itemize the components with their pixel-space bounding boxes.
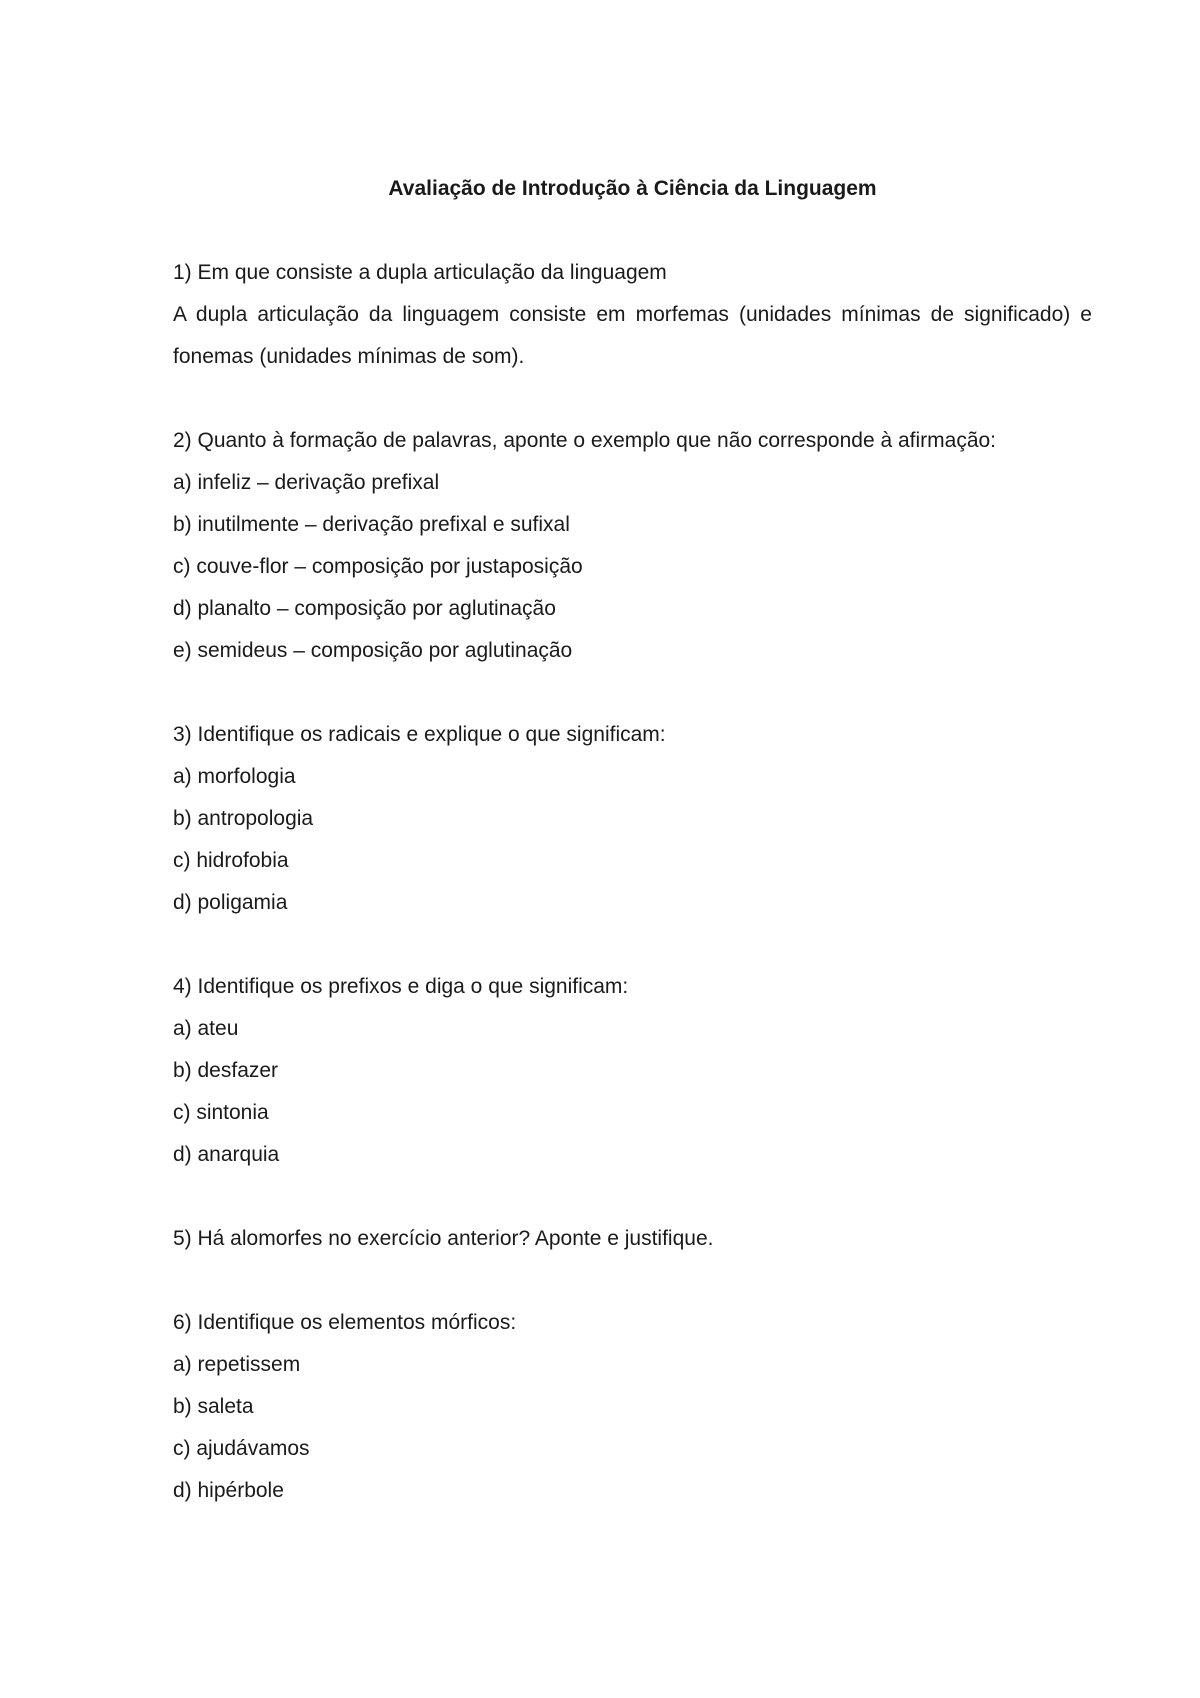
question-6-option: b) saleta (173, 1395, 254, 1418)
question-5 (173, 1218, 1092, 1260)
question-5-text: 5) Há alomorfes no exercício anterior? Aponte e justifique. (173, 1227, 714, 1250)
question-4-option: d) anarquia (173, 1143, 280, 1166)
question-6-text: 6) Identifique os elementos mórficos: (173, 1311, 517, 1334)
question-6-option: a) repetissem (173, 1353, 301, 1376)
question-2-option: a) infeliz – derivação prefixal (173, 471, 440, 494)
question-6-option: d) hipérbole (173, 1479, 284, 1502)
question-2 (173, 420, 1092, 672)
question-3-option: a) morfologia (173, 765, 296, 788)
question-6-option: c) ajudávamos (173, 1437, 310, 1460)
spacer (173, 1176, 1092, 1218)
question-4 (173, 966, 1092, 1176)
document-page (173, 168, 1092, 1512)
question-2-option: e) semideus – composição por aglutinação (173, 639, 573, 662)
spacer (173, 924, 1092, 966)
question-1 (173, 252, 1092, 378)
question-2-text: 2) Quanto à formação de palavras, aponte o exemplo que não corresponde à afirmação: (173, 429, 997, 452)
question-4-option: a) ateu (173, 1017, 239, 1040)
question-2-option: c) couve-flor – composição por justaposição (173, 555, 583, 578)
question-3-text: 3) Identifique os radicais e explique o que significam: (173, 723, 666, 746)
spacer (173, 378, 1092, 420)
question-2-option: b) inutilmente – derivação prefixal e sufixal (173, 513, 570, 536)
question-1-answer: A dupla articulação da linguagem consiste em morfemas (unidades mínimas de significado) e fonemas (unidades mínimas de som). (173, 303, 1092, 368)
question-6 (173, 1302, 1092, 1512)
question-1-text: 1) Em que consiste a dupla articulação da linguagem (173, 261, 667, 284)
document-title: Avaliação de Introdução à Ciência da Linguagem (388, 177, 877, 200)
question-3-option: d) poligamia (173, 891, 288, 914)
question-4-text: 4) Identifique os prefixos e diga o que significam: (173, 975, 629, 998)
spacer (173, 1260, 1092, 1302)
question-4-option: b) desfazer (173, 1059, 279, 1082)
question-3-option: b) antropologia (173, 807, 314, 830)
question-3 (173, 714, 1092, 924)
question-3-option: c) hidrofobia (173, 849, 289, 872)
question-2-option: d) planalto – composição por aglutinação (173, 597, 556, 620)
spacer (173, 672, 1092, 714)
question-4-option: c) sintonia (173, 1101, 269, 1124)
spacer (173, 210, 1092, 252)
